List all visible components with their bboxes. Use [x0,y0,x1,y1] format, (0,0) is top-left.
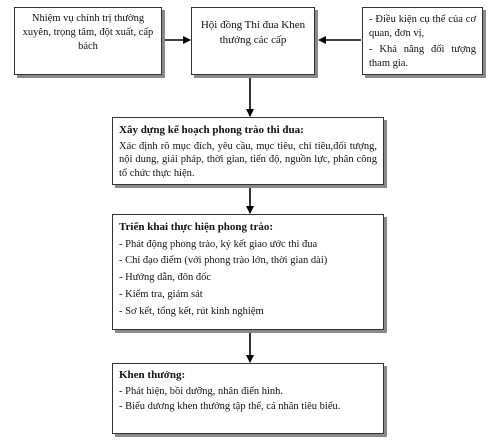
reward-item: - Biểu dương khen thưởng tập thể, cá nhân tiêu biểu. [119,401,341,413]
political-tasks-text: Nhiệm vụ chính trị thường xuyên, trọng tâm, đột xuất, cấp bách [22,13,154,52]
conditions-line-2: - Khả năng đối tượng tham gia. [369,43,476,69]
reward-item: - Phát hiện, bồi dưỡng, nhân điển hình. [119,385,284,397]
conditions-line-1: - Điều kiện cụ thể của cơ quan, đơn vị, [369,14,476,39]
conditions-box [362,7,483,75]
emulation-council-box [191,7,315,75]
plan-box [112,117,384,185]
political-tasks-box [14,7,162,75]
plan-body: Xác định rõ mục đích, yêu cầu, mục tiêu, chỉ tiêu,đối tượng, nội dung, giải pháp, thời gian, tiến độ, nguồn lực, phân công tổ chức thực hiện. [119,140,377,180]
implement-item: - Sơ kết, tổng kết, rút kinh nghiệm [119,305,264,317]
implement-item: - Hướng dẫn, đôn đốc [119,272,212,284]
implement-title: Triển khai thực hiện phong trào: [119,221,273,233]
reward-box [112,363,384,434]
plan-title: Xây dựng kế hoạch phong trào thi đua: [119,124,304,136]
reward-title: Khen thưởng: [119,369,186,381]
implement-box [112,214,384,330]
implement-item: - Chỉ đạo điểm (với phong trào lớn, thời gian dài) [119,255,328,267]
emulation-council-text: Hội đồng Thi đua Khen thưởng các cấp [200,19,306,46]
implement-item: - Kiểm tra, giám sát [119,289,203,301]
implement-item: - Phát động phong trào, ký kết giao ước thi đua [119,238,318,250]
